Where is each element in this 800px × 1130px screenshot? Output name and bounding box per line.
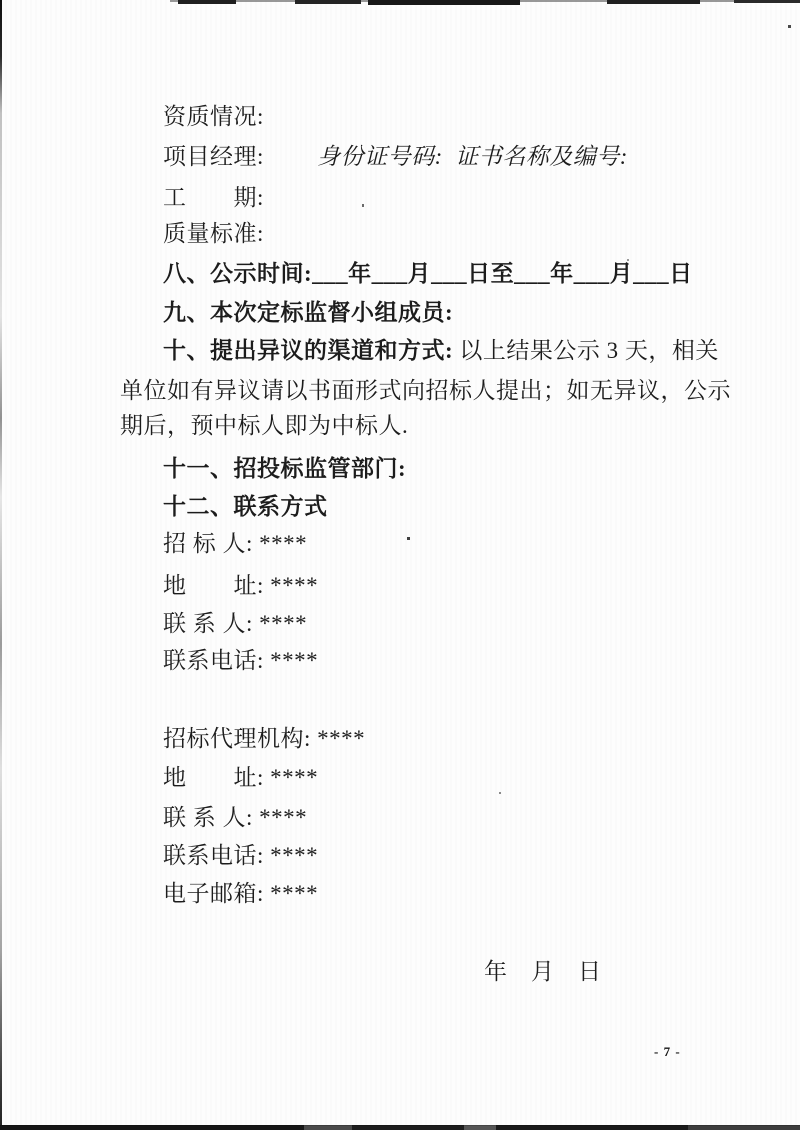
scan-edge-top-segment — [607, 0, 700, 4]
project-manager-detail: 身份证号码: 证书名称及编号: — [263, 144, 628, 169]
scan-speck — [499, 792, 501, 794]
tenderer-name-line: 招 标 人: **** — [163, 531, 308, 556]
scan-edge-top-segment — [295, 0, 361, 4]
quality-standard-line: 质量标准: — [163, 221, 264, 246]
agency-name-line: 招标代理机构: **** — [163, 726, 366, 751]
tenderer-address-line: 地 址: **** — [163, 573, 319, 598]
scan-speck — [362, 204, 364, 207]
scan-speck — [407, 537, 410, 540]
agency-contact-line: 联 系 人: **** — [163, 805, 308, 830]
regulator-line: 十一、招投标监管部门: — [163, 456, 407, 481]
project-manager-label: 项目经理: — [163, 144, 264, 169]
tenderer-contact-line: 联 系 人: **** — [163, 611, 308, 636]
tenderer-phone-line: 联系电话: **** — [163, 648, 319, 673]
contact-heading-line: 十二、联系方式 — [163, 494, 328, 519]
objection-wrap-line-1: 单位如有异议请以书面形式向招标人提出；如无异议，公示 — [120, 378, 731, 403]
supervision-group-line: 九、本次定标监督小组成员: — [163, 300, 454, 325]
page-number: - 7 - — [654, 1044, 681, 1059]
agency-phone-line: 联系电话: **** — [163, 843, 319, 868]
agency-email-line: 电子邮箱: **** — [163, 881, 319, 906]
scan-edge-bottom-line — [0, 1125, 800, 1130]
publicity-time-line: 八、公示时间:___年___月___日至___年___月___日 — [163, 261, 693, 286]
scan-edge-top-segment — [368, 0, 520, 5]
objection-channel-label: 十、提出异议的渠道和方式: — [163, 338, 454, 363]
duration-line: 工 期: — [163, 185, 264, 210]
scan-edge-top-segment — [178, 0, 236, 4]
scan-edge-left-line — [0, 0, 2, 1130]
signature-date-line: 年 月 日 — [484, 959, 602, 984]
agency-address-line: 地 址: **** — [163, 765, 319, 790]
scan-speck — [788, 25, 791, 28]
objection-wrap-line-2: 期后，预中标人即为中标人. — [120, 413, 409, 438]
objection-channel-line — [163, 338, 719, 364]
project-manager-line — [163, 144, 628, 170]
scan-edge-top-segment — [734, 0, 800, 3]
objection-channel-text: 以上结果公示 3 天，相关 — [453, 338, 719, 363]
qualification-line: 资质情况: — [163, 104, 264, 129]
